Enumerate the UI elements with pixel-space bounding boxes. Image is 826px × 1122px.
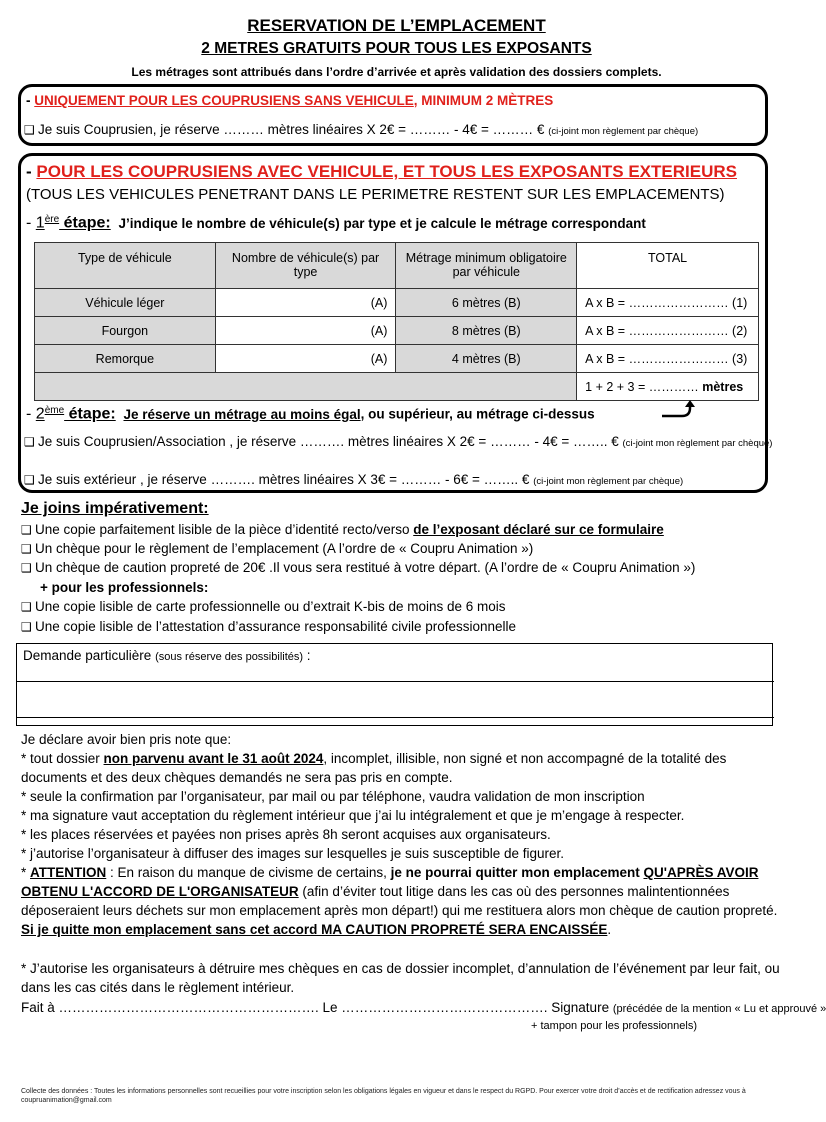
declaration-attention: * ATTENTION : En raison du manque de civisme de certains, je ne pourrai quitter mon emplacement QU'APRÈS AVOIR OBTENU L'ACCORD DE L'ORGANISATEUR (afin d’éviter tout litige dans les cas où des personnes malintentionnées déposeraient leurs déchets sur mon emplacement après mon départ!) qui me restituera alors mon chèque de caution propreté. Si je quitte mon emplacement sans cet accord MA CAUTION PROPRETÉ SERA ENCAISSÉE. <box>21 865 778 937</box>
section1-title: - UNIQUEMENT POUR LES COUPRUSIENS SANS VEHICULE, MINIMUM 2 MÈTRES <box>26 93 554 108</box>
table-row: Véhicule léger (A) 6 mètres (B) A x B = …………………… (1) <box>35 289 759 317</box>
signature-tampon: + tampon pour les professionnels) <box>531 1020 698 1032</box>
step2-heading: - 2ème étape: Je réserve un métrage au moins égal, ou supérieur, au métrage ci-dessus <box>26 405 595 423</box>
request-line <box>17 717 774 718</box>
checkbox-icon[interactable]: ❑ <box>24 473 35 487</box>
checkbox-icon[interactable]: ❑ <box>24 435 35 449</box>
table-header: Type de véhicule <box>35 243 216 289</box>
total-field[interactable]: A x B = …………………… (2) <box>577 317 759 345</box>
table-header: Métrage minimum obligatoire par véhicule <box>396 243 577 289</box>
count-field[interactable]: (A) <box>215 345 396 373</box>
sum-field[interactable]: 1 + 2 + 3 = ………… mètres <box>577 373 759 401</box>
signature-line[interactable]: Fait à …………………………………………………. Le ………………………………………. Signature (précédée de la mention « Lu et approuvé » <box>21 1000 826 1015</box>
option-couprusien[interactable]: ❑ Je suis Couprusien/Association , je réserve ………. mètres linéaires X 2€ = ……… - 4€ = …….. € (ci-joint mon règlement par chèque) <box>24 434 773 449</box>
joins-item[interactable]: ❑ Une copie lisible de l’attestation d’assurance responsabilité civile professionnelle <box>21 619 517 634</box>
section1-title-red: UNIQUEMENT POUR LES COUPRUSIENS SANS VEHICULE <box>34 93 414 108</box>
joins-pros: + pour les professionnels: <box>40 580 209 595</box>
declaration-item: * les places réservées et payées non prises après 8h seront acquises aux organisateurs. <box>21 827 551 842</box>
page-note: Les métrages sont attribués dans l’ordre d’arrivée et après validation des dossiers complets. <box>131 65 662 79</box>
declaration-item: * J’autorise les organisateurs à détruire mes chèques en cas de dossier incomplet, d’annulation de l’événement par leur fait, ou dans les cas cités dans le règlement intérieur. <box>21 961 780 995</box>
checkbox-icon[interactable]: ❑ <box>21 523 32 537</box>
table-sum-row <box>35 373 759 401</box>
declaration-item: * ma signature vaut acceptation du règlement intérieur que j’ai lu intégralement et que je m’engage à respecter. <box>21 808 685 823</box>
vehicle-table <box>34 242 759 401</box>
checkbox-icon[interactable]: ❑ <box>24 123 35 137</box>
special-request-label: Demande particulière <box>23 648 152 663</box>
step1-heading: - 1ère étape: J’indique le nombre de véhicule(s) par type et je calcule le métrage correspondant <box>26 214 646 232</box>
count-field[interactable]: (A) <box>215 317 396 345</box>
joins-item[interactable]: ❑ Un chèque de caution propreté de 20€ .Il vous sera restitué à votre départ. (A l’ordre de « Coupru Animation ») <box>21 560 696 575</box>
option-exterieur[interactable]: ❑ Je suis extérieur , je réserve ………. mètres linéaires X 3€ = ……… - 6€ = …….. € (ci-joint mon règlement par chèque) <box>24 472 684 487</box>
count-field[interactable]: (A) <box>215 289 396 317</box>
table-row: Remorque (A) 4 mètres (B) A x B = …………………… (3) <box>35 345 759 373</box>
joins-item[interactable]: ❑ Une copie parfaitement lisible de la pièce d’identité recto/verso de l’exposant déclaré sur ce formulaire <box>21 522 664 537</box>
table-header: Nombre de véhicule(s) par type <box>215 243 396 289</box>
section2-title: - POUR LES COUPRUSIENS AVEC VEHICULE, ET TOUS LES EXPOSANTS EXTERIEURS <box>26 162 737 181</box>
declaration-item: * seule la confirmation par l’organisateur, par mail ou par téléphone, vaudra validation de mon inscription <box>21 789 645 804</box>
special-request-box[interactable]: Demande particulière (sous réserve des possibilités) : <box>16 643 773 726</box>
page-subtitle: 2 METRES GRATUITS POUR TOUS LES EXPOSANTS <box>201 40 592 57</box>
declaration-item: * tout dossier non parvenu avant le 31 août 2024, incomplet, illisible, non signé et non accompagné de la totalité des documents et des deux chèques demandés ne sera pas pris en compte. <box>21 751 727 785</box>
checkbox-icon[interactable]: ❑ <box>21 561 32 575</box>
joins-title: Je joins impérativement: <box>21 500 209 517</box>
checkbox-icon[interactable]: ❑ <box>21 542 32 556</box>
request-line <box>17 681 774 682</box>
checkbox-icon[interactable]: ❑ <box>21 600 32 614</box>
arrow-icon <box>660 399 696 419</box>
section2-subtitle: (TOUS LES VEHICULES PENETRANT DANS LE PERIMETRE RESTENT SUR LES EMPLACEMENTS) <box>26 186 725 203</box>
footer-gdpr: Collecte des données : Toutes les informations personnelles sont recueillies pour votre inscription selon les obligations légales en vigueur et dans le respect du RGPD. Pour exercer votre droit d’accès et de rectification adressez vous à coupruanimation@gmail.com <box>21 1088 746 1104</box>
section1-line[interactable]: ❑ Je suis Couprusien, je réserve ……… mètres linéaires X 2€ = ……… - 4€ = ……… € (ci-joint mon règlement par chèque) <box>24 122 699 137</box>
total-field[interactable]: A x B = …………………… (1) <box>577 289 759 317</box>
checkbox-icon[interactable]: ❑ <box>21 620 32 634</box>
page-title: RESERVATION DE L’EMPLACEMENT <box>247 16 546 35</box>
table-row: Fourgon (A) 8 mètres (B) A x B = …………………… (2) <box>35 317 759 345</box>
declaration-intro: Je déclare avoir bien pris note que: <box>21 732 232 747</box>
joins-item[interactable]: ❑ Une copie lisible de carte professionnelle ou d’extrait K-bis de moins de 6 mois <box>21 599 506 614</box>
table-header: TOTAL <box>577 243 759 289</box>
total-field[interactable]: A x B = …………………… (3) <box>577 345 759 373</box>
declaration-item: * j’autorise l’organisateur à diffuser des images sur lesquelles je suis susceptible de figurer. <box>21 846 565 861</box>
joins-item[interactable]: ❑ Un chèque pour le règlement de l’emplacement (A l’ordre de « Coupru Animation ») <box>21 541 534 556</box>
